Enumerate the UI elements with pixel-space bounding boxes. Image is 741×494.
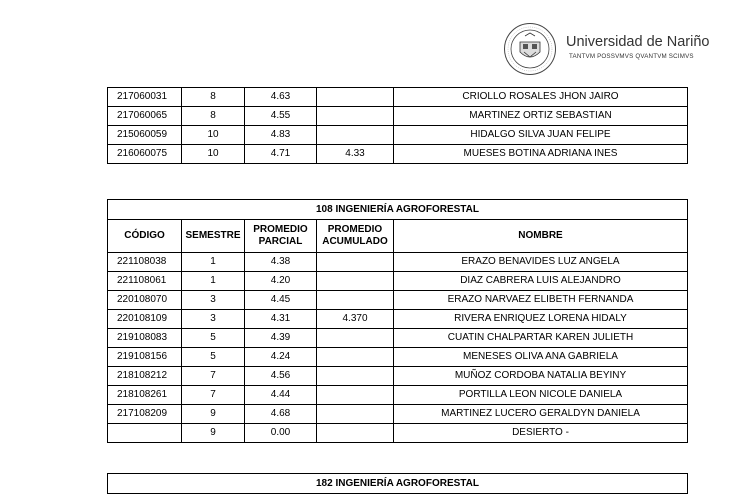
cell-nombre: RIVERA ENRIQUEZ LORENA HIDALY [394,310,688,329]
cell-promedio-parcial: 4.39 [245,329,317,348]
cell-promedio-parcial: 4.83 [245,126,317,145]
table-row [108,253,688,272]
cell-nombre: HIDALGO SILVA JUAN FELIPE [394,126,688,145]
university-logo [503,22,710,78]
cell-promedio-acumulado [317,272,394,291]
table-row [108,291,688,310]
cell-codigo: 220108109 [108,310,182,329]
university-seal-icon [503,22,557,76]
table-row [108,348,688,367]
cell-codigo: 219108156 [108,348,182,367]
table-row [108,424,688,443]
program-title: 182 INGENIERÍA AGROFORESTAL [108,474,688,494]
students-table-top [107,87,688,164]
cell-promedio-parcial: 4.63 [245,88,317,107]
cell-codigo: 221108038 [108,253,182,272]
cell-promedio-parcial: 4.68 [245,405,317,424]
cell-codigo: 217060065 [108,107,182,126]
table-row [108,107,688,126]
cell-codigo [108,424,182,443]
cell-codigo: 221108061 [108,272,182,291]
cell-promedio-parcial: 4.45 [245,291,317,310]
cell-codigo: 217108209 [108,405,182,424]
program-title: 108 INGENIERÍA AGROFORESTAL [108,200,688,220]
header-semestre: SEMESTRE [182,220,245,253]
cell-semestre: 10 [182,126,245,145]
cell-codigo: 216060075 [108,145,182,164]
cell-semestre: 9 [182,424,245,443]
header-promedio-parcial-line1: PROMEDIO [253,224,308,235]
cell-nombre: MUESES BOTINA ADRIANA INES [394,145,688,164]
cell-promedio-parcial: 4.20 [245,272,317,291]
cell-promedio-acumulado [317,126,394,145]
cell-codigo: 218108212 [108,367,182,386]
cell-promedio-acumulado [317,291,394,310]
cell-promedio-acumulado [317,386,394,405]
table-row [108,88,688,107]
cell-promedio-parcial: 4.55 [245,107,317,126]
cell-promedio-parcial: 0.00 [245,424,317,443]
cell-codigo: 220108070 [108,291,182,310]
cell-promedio-acumulado: 4.33 [317,145,394,164]
cell-promedio-parcial: 4.38 [245,253,317,272]
table-row [108,145,688,164]
cell-promedio-acumulado [317,405,394,424]
cell-nombre: PORTILLA LEON NICOLE DANIELA [394,386,688,405]
cell-semestre: 10 [182,145,245,164]
cell-codigo: 219108083 [108,329,182,348]
cell-promedio-parcial: 4.56 [245,367,317,386]
cell-semestre: 9 [182,405,245,424]
table-row [108,126,688,145]
cell-promedio-acumulado: 4.370 [317,310,394,329]
table-row [108,329,688,348]
cell-promedio-parcial: 4.31 [245,310,317,329]
students-table-108 [107,199,688,443]
cell-nombre: CUATIN CHALPARTAR KAREN JULIETH [394,329,688,348]
cell-nombre: MARTINEZ LUCERO GERALDYN DANIELA [394,405,688,424]
cell-codigo: 215060059 [108,126,182,145]
cell-semestre: 8 [182,88,245,107]
cell-promedio-parcial: 4.24 [245,348,317,367]
cell-nombre: ERAZO NARVAEZ ELIBETH FERNANDA [394,291,688,310]
students-table-182 [107,473,688,494]
header-promedio-acumulado-line2: ACUMULADO [322,236,388,247]
cell-semestre: 7 [182,367,245,386]
header-promedio-parcial [245,220,317,253]
cell-promedio-parcial: 4.71 [245,145,317,164]
header-codigo: CÓDIGO [108,220,182,253]
cell-promedio-acumulado [317,348,394,367]
cell-semestre: 7 [182,386,245,405]
cell-nombre: CRIOLLO ROSALES JHON JAIRO [394,88,688,107]
cell-promedio-acumulado [317,424,394,443]
header-promedio-parcial-line2: PARCIAL [258,236,303,247]
header-promedio-acumulado-line1: PROMEDIO [327,224,383,235]
cell-promedio-parcial: 4.44 [245,386,317,405]
cell-semestre: 1 [182,253,245,272]
cell-nombre: DESIERTO - [394,424,688,443]
cell-promedio-acumulado [317,329,394,348]
cell-semestre: 1 [182,272,245,291]
cell-semestre: 5 [182,329,245,348]
table-row [108,310,688,329]
cell-nombre: MENESES OLIVA ANA GABRIELA [394,348,688,367]
cell-nombre: MARTINEZ ORTIZ SEBASTIAN [394,107,688,126]
header-promedio-acumulado [317,220,394,253]
cell-codigo: 217060031 [108,88,182,107]
header-nombre: NOMBRE [394,220,688,253]
cell-promedio-acumulado [317,367,394,386]
cell-nombre: ERAZO BENAVIDES LUZ ANGELA [394,253,688,272]
cell-semestre: 3 [182,310,245,329]
cell-promedio-acumulado [317,88,394,107]
cell-semestre: 5 [182,348,245,367]
cell-promedio-acumulado [317,253,394,272]
university-motto: TANTVM POSSVMVS QVANTVM SCIMVS [569,53,694,60]
cell-nombre: DIAZ CABRERA LUIS ALEJANDRO [394,272,688,291]
table-row [108,386,688,405]
table-row [108,405,688,424]
cell-promedio-acumulado [317,107,394,126]
table-row [108,367,688,386]
cell-nombre: MUÑOZ CORDOBA NATALIA BEYINY [394,367,688,386]
university-name: Universidad de Nariño [566,34,710,50]
cell-semestre: 8 [182,107,245,126]
cell-codigo: 218108261 [108,386,182,405]
table-row [108,272,688,291]
cell-semestre: 3 [182,291,245,310]
